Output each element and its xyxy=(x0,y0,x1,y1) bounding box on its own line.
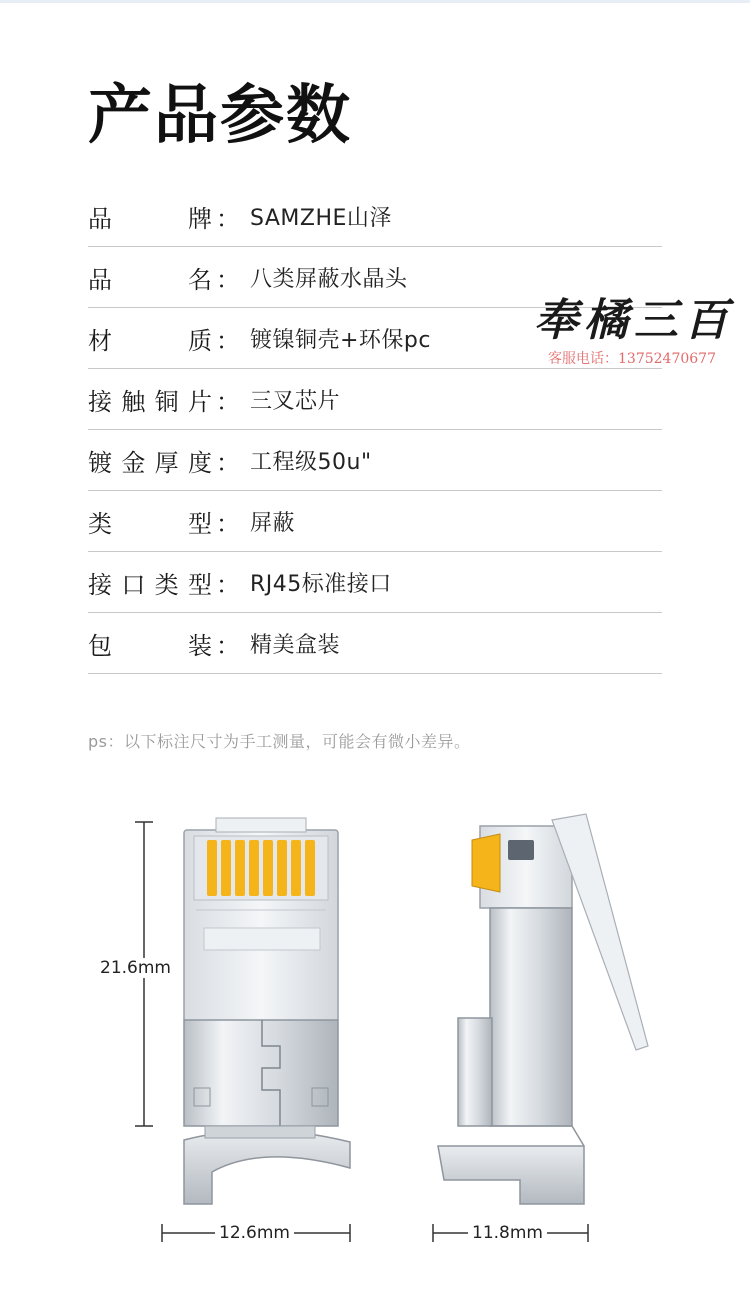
watermark-phone: 客服电话：13752470677 xyxy=(548,351,716,367)
spec-label: 接 触 铜 片 xyxy=(88,387,214,416)
measurement-note: ps：以下标注尺寸为手工测量，可能会有微小差异。 xyxy=(88,732,471,751)
spec-label: 材 质 xyxy=(88,326,214,355)
side-view-connector xyxy=(438,814,648,1204)
spec-row xyxy=(88,613,662,674)
spec-colon: ： xyxy=(216,509,240,538)
spec-label: 品 牌 xyxy=(88,204,214,233)
spec-colon: ： xyxy=(216,570,240,599)
spec-value: 工程级50u" xyxy=(250,449,372,475)
spec-label: 包 装 xyxy=(88,631,214,660)
spec-row xyxy=(88,491,662,552)
spec-colon: ： xyxy=(216,631,240,660)
spec-row xyxy=(88,552,662,613)
spec-colon: ： xyxy=(216,387,240,416)
spec-label: 镀 金 厚 度 xyxy=(88,448,214,477)
spec-colon: ： xyxy=(216,326,240,355)
spec-label: 品 名 xyxy=(88,265,214,294)
spec-value: 三叉芯片 xyxy=(250,388,341,414)
height-dimension-label: 21.6mm xyxy=(100,958,171,978)
spec-value: SAMZHE山泽 xyxy=(250,205,392,231)
front-width-dimension-label: 12.6mm xyxy=(215,1223,294,1243)
spec-colon: ： xyxy=(216,448,240,477)
spec-colon: ： xyxy=(216,265,240,294)
spec-row xyxy=(88,430,662,491)
spec-row xyxy=(88,186,662,247)
side-width-dimension-label: 11.8mm xyxy=(468,1223,547,1243)
spec-row xyxy=(88,369,662,430)
spec-label: 类 型 xyxy=(88,509,214,538)
spec-table xyxy=(88,186,662,674)
spec-value: 八类屏蔽水晶头 xyxy=(250,266,408,292)
front-view-connector xyxy=(184,818,350,1204)
spec-label: 接 口 类 型 xyxy=(88,570,214,599)
spec-value: 屏蔽 xyxy=(250,510,296,536)
spec-value: 精美盒装 xyxy=(250,632,341,658)
rj45-connector-illustration xyxy=(0,800,750,1270)
top-divider xyxy=(0,0,750,3)
spec-colon: ： xyxy=(216,204,240,233)
watermark-brand: 奉橘三百 xyxy=(534,295,734,346)
page-title: 产品参数 xyxy=(88,79,352,153)
watermark xyxy=(534,284,750,374)
spec-value: RJ45标准接口 xyxy=(250,571,392,597)
spec-value: 镀镍铜壳+环保pc xyxy=(250,327,431,353)
